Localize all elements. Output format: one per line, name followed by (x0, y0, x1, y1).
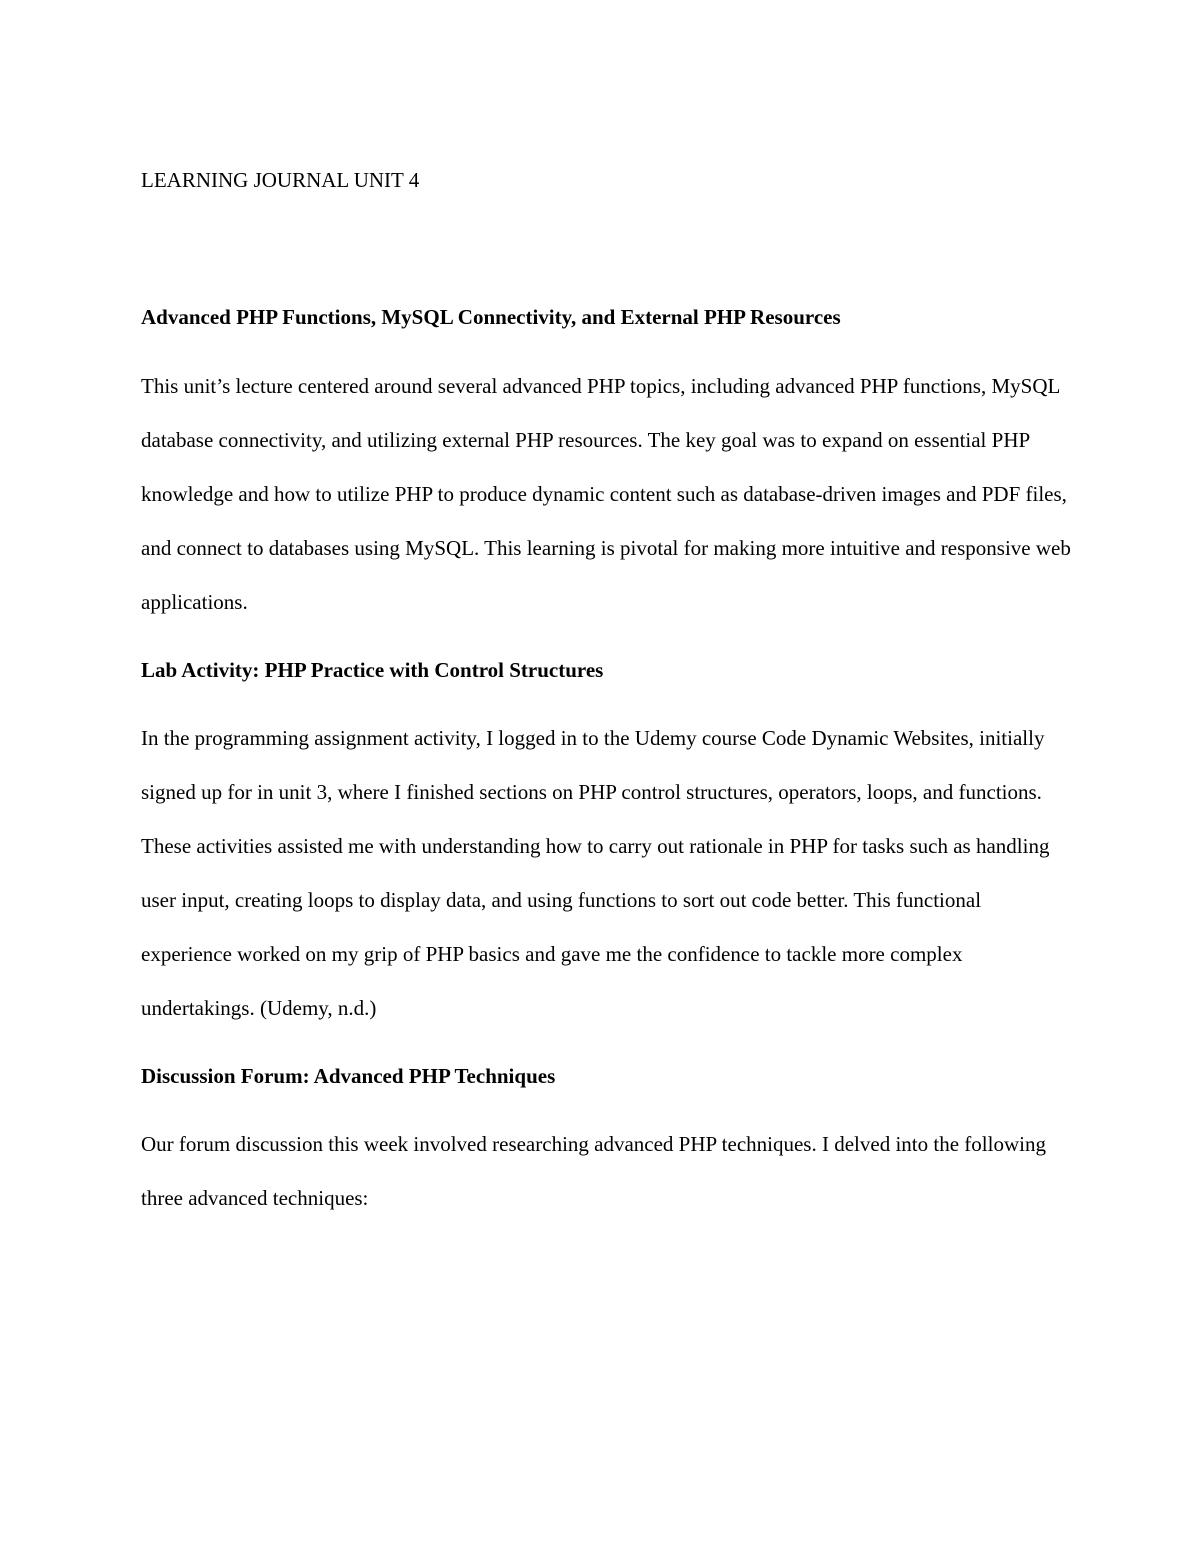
section-paragraph-advanced-php: This unit’s lecture centered around several advanced PHP topics, including advanced PHP functions, MySQL database connectivity, and utilizing external PHP resources. The key goal was to expand on essential PHP knowledge and how to utilize PHP to produce dynamic content such as database-driven images and PDF files, and connect to databases using MySQL. This learning is pivotal for making more intuitive and responsive web applications. (141, 374, 1071, 614)
section-heading-advanced-php: Advanced PHP Functions, MySQL Connectivity, and External PHP Resources (141, 305, 841, 329)
document-title: LEARNING JOURNAL UNIT 4 (141, 168, 420, 192)
document-body (141, 166, 1071, 1225)
section-paragraph-lab-activity: In the programming assignment activity, I logged in to the Udemy course Code Dynamic Websites, initially signed up for in unit 3, where I finished sections on PHP control structures, operators, loops, and functions. These activities assisted me with understanding how to carry out rationale in PHP for tasks such as handling user input, creating loops to display data, and using functions to sort out code better. This functional experience worked on my grip of PHP basics and gave me the confidence to tackle more complex undertakings. (Udemy, n.d.) (141, 726, 1050, 1020)
section-paragraph-discussion-forum: Our forum discussion this week involved researching advanced PHP techniques. I delved into the following three advanced techniques: (141, 1132, 1046, 1210)
section-heading-discussion-forum: Discussion Forum: Advanced PHP Techniques (141, 1064, 556, 1088)
section-heading-lab-activity: Lab Activity: PHP Practice with Control Structures (141, 658, 604, 682)
